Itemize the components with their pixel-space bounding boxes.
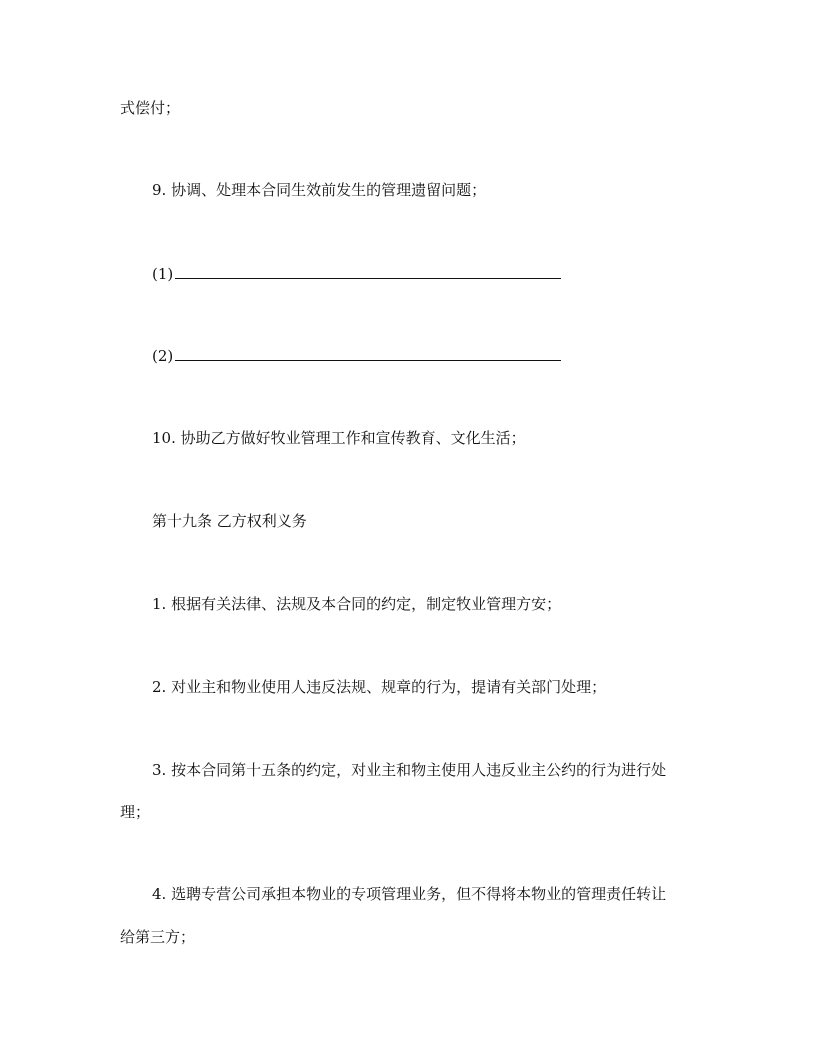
clause-2: 2. 对业主和物业使用人违反法规、规章的行为，提请有关部门处理； (152, 678, 607, 696)
paragraph-line: 式偿付； (120, 99, 181, 117)
clause-1: 1. 根据有关法律、法规及本合同的约定，制定牧业管理方安； (152, 595, 562, 613)
clause-3: 3. 按本合同第十五条的约定，对业主和物主使用人违反业主公约的行为进行处 (152, 761, 667, 779)
article-heading: 第十九条 乙方权利义务 (152, 512, 307, 530)
blank-item-1 (152, 264, 561, 284)
blank-item-label: (1) (152, 265, 174, 283)
clause-3-continuation: 理； (120, 803, 151, 821)
clause-10: 10. 协助乙方做好牧业管理工作和宣传教育、文化生活； (152, 429, 526, 447)
fill-in-blank-line (175, 346, 561, 361)
blank-item-2 (152, 346, 561, 366)
fill-in-blank-line (175, 264, 561, 279)
clause-4-continuation: 给第三方； (120, 928, 196, 946)
clause-9: 9. 协调、处理本合同生效前发生的管理遗留问题； (152, 181, 487, 199)
clause-4: 4. 选聘专营公司承担本物业的专项管理业务，但不得将本物业的管理责任转让 (152, 885, 667, 903)
blank-item-label: (2) (152, 347, 174, 365)
